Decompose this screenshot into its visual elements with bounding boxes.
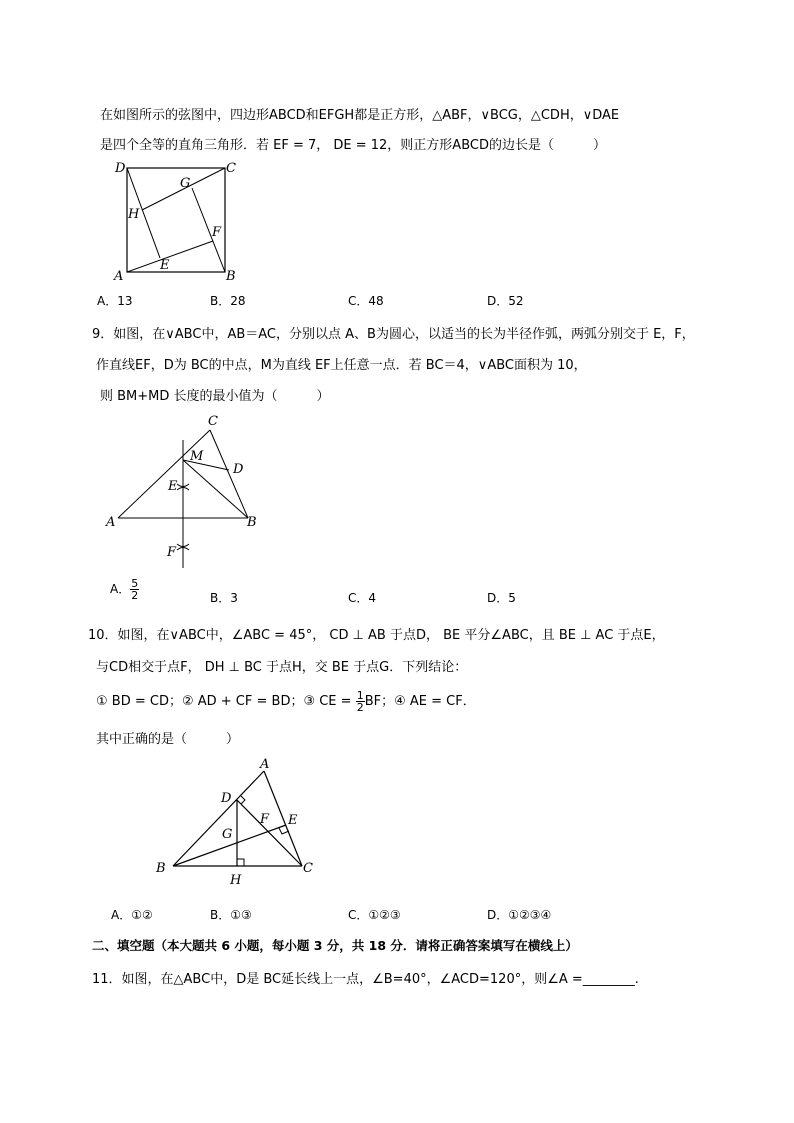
q8-label-C: C [226,161,236,176]
q10-label-E: E [288,813,298,828]
q9-label-F: F [167,545,177,560]
q9-label-C: C [208,414,218,429]
q10-option-a[interactable]: A．①② [111,908,153,922]
q10-label-F: F [260,812,270,827]
q10-conclusions-part2: BF；④ AE = CF． [364,694,476,709]
q10-text-line2: 与CD相交于点F， DH ⊥ BC 于点H，交 BE 于点G．下列结论： [96,660,468,675]
q10-figure-triangle [150,755,325,890]
q9-figure-triangle [100,410,270,575]
q8-label-B: B [226,269,236,284]
q11-text-line1: 11．如图，在△ABC中，D是 BC延长线上一点，∠B=40°，∠ACD=120°，则∠A =________. [92,972,639,987]
q9-label-A: A [106,515,116,530]
q8-line-AF [127,241,213,272]
q8-option-d[interactable]: D．52 [487,294,524,308]
q8-option-a[interactable]: A．13 [97,294,133,308]
q8-label-D: D [115,161,126,176]
q9-option-d[interactable]: D．5 [487,591,516,605]
q8-label-F: F [212,225,222,240]
q10-text-line1: 10．如图，在∨ABC中，∠ABC = 45°， CD ⊥ AB 于点D， BE 平分∠ABC，且 BE ⊥ AC 于点E， [88,628,665,643]
q8-label-G: G [180,176,191,191]
q10-label-H: H [230,873,242,888]
q8-option-b[interactable]: B．28 [210,294,246,308]
q9-option-a-denominator: 2 [131,589,139,602]
q8-option-c[interactable]: C．48 [348,294,384,308]
q10-text-line4: 其中正确的是（ ） [96,732,240,747]
q10-segment-DC [237,800,302,866]
q10-right-angle-D [241,796,245,804]
q10-fraction-half [356,690,365,713]
q8-text-line2: 是四个全等的直角三角形．若 EF = 7， DE = 12，则正方形ABCD的边长是（ ） [100,138,606,153]
q9-option-a[interactable] [110,578,139,601]
q9-text-line1: 9．如图，在∨ABC中，AB＝AC，分别以点 A、B为圆心，以适当的长为半径作弧，两弧分别交于 E，F， [92,327,695,342]
q8-figure-square-diagram [112,156,242,286]
q8-text-line1: 在如图所示的弦图中，四边形ABCD和EFGH都是正方形，△ABF，∨BCG，△CDH，∨DAE [100,108,620,123]
q9-option-b[interactable]: B．3 [210,591,238,605]
q10-option-c[interactable]: C．①②③ [348,908,401,922]
q9-label-D: D [233,462,244,477]
q9-option-c[interactable]: C．4 [348,591,377,605]
q8-label-H: H [128,207,140,222]
q9-option-a-numerator: 5 [131,577,139,590]
q10-label-C: C [303,861,313,876]
section-2-title: 二、填空题（本大题共 6 小题，每小题 3 分，共 18 分．请将正确答案填写在横线上） [92,938,578,953]
q10-label-G: G [222,827,233,842]
q9-side-AC [118,430,210,518]
q10-text-line3 [96,690,476,713]
q9-text-line3: 则 BM+MD 长度的最小值为（ ） [100,389,330,404]
q9-label-M: M [190,449,204,464]
q9-text-line2: 作直线EF，D为 BC的中点，M为直线 EF上任意一点．若 BC＝4，∨ABC面积为 10， [96,358,587,373]
q10-option-b[interactable]: B．①③ [210,908,252,922]
q10-label-A: A [260,757,270,772]
q10-fraction-numerator: 1 [356,689,364,702]
q10-conclusions-part1: ① BD = CD；② AD + CF = BD；③ CE = [96,694,352,709]
q9-label-B: B [247,515,257,530]
q10-fraction-denominator: 2 [356,701,364,714]
q10-label-D: D [221,791,232,806]
q8-outer-square [127,168,225,272]
q10-right-angle-H [237,859,244,866]
q10-label-B: B [156,861,166,876]
q8-label-A: A [114,269,124,284]
q9-option-a-fraction [130,578,139,601]
q10-option-d[interactable]: D．①②③④ [487,908,552,922]
q10-side-BA [173,771,264,866]
q8-label-E: E [160,258,170,273]
q9-option-a-prefix: A． [110,582,131,596]
q9-label-E: E [168,479,178,494]
